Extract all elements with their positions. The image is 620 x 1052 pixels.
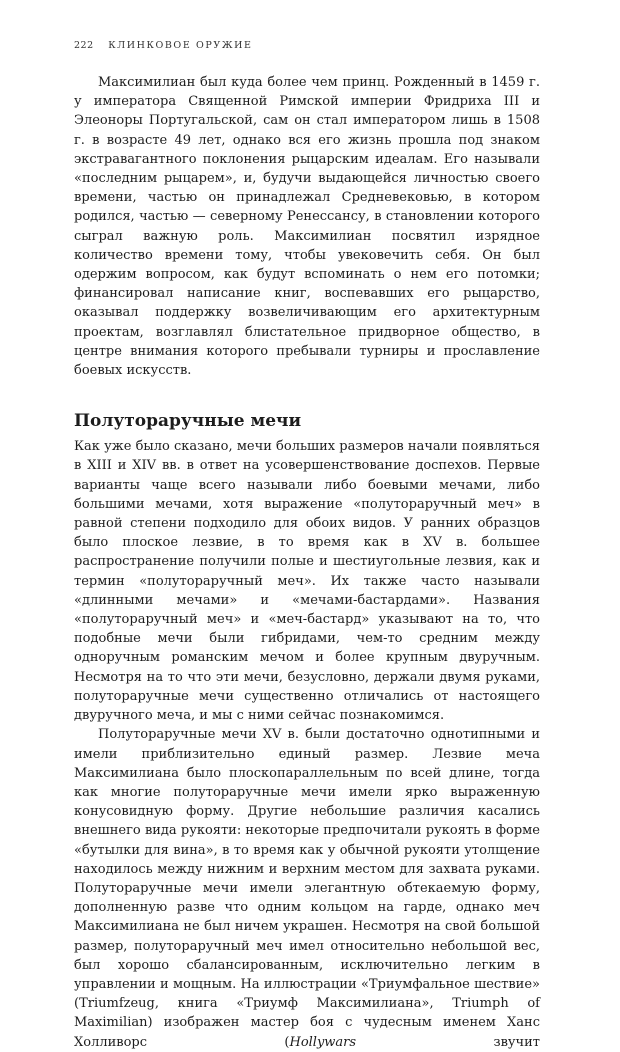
paragraph-section-1: Как уже было сказано, мечи больших размеров начали появляться в XIII и XIV вв. в ответ на усовершенствование доспехов. Первые варианты чаще всего называли либо боевыми мечами, либо большими мечами, хотя выражение «полуторaручный меч» в равной степени подходило для обоих видов. У ранних образцов было плоское лезвие, в то время как в XV в. большее распространение получили полые и шестиугольные лезвия, как и термин «полуторaручный меч». Их также часто называли «длинными мечами» и «мечами-бастардами». Названия «полуторaручный меч» и «меч-бастард» указывают на то, что подобные мечи были гибридами, чем-то средним между одноручным романским мечом и более крупным двуручным. Несмотря на то что эти мечи, безусловно, держали двумя руками, полуторaручные мечи существенно отличались от настоящего двуручного меча, и мы с ними сейчас познакомимся. — [74, 439, 540, 724]
paragraph-maximilian: Максимилиан был куда более чем принц. Рожденный в 1459 г. у императора Священной Римской империи Фридриха III и Элеоноры Португальской, сам он стал императором лишь в 1508 г. в возрасте 49 лет, однако вся его жизнь прошла под знаком экстравагантного поклонения рыцарским идеалам. Его называли «последним рыцарем», и, будучи выдающейся личностью своего времени, частью он принадлежал Средневековью, в котором родился, частью — северному Ренессансу, в становлении которого сыграл важную роль. Максимилиан посвятил изрядное количество времени тому, чтобы увековечить себя. Он был одержим вопросом, как будут вспоминать о нем его потомки; финансировал написание книг, воспевавших его рыцарство, оказывал поддержку возвеличивающим его архитектурным проектам, возглавлял блистательное придворное общество, в центре внимания которого пребывали турниры и прославление боевых искусств. — [74, 75, 540, 379]
running-title: КЛИНКОВОЕ ОРУЖИЕ — [108, 40, 253, 51]
paragraph-section-2 — [74, 725, 540, 1051]
running-header — [74, 40, 253, 51]
paragraph-section-2-text: Полуторaручные мечи XV в. были достаточно однотипными и имели приблизительно единый размер. Лезвие меча Максимилиана было плоскопараллельным по всей длине, тогда как многие полуторaручные мечи имели ярко выраженную конусовидную форму. Другие небольшие различия касались внешнего вида рукояти: некоторые предпочитали рукоять в форме «бутылки для вина», в то время как у обычной рукояти утолщение находилось между нижним и верхним местом для захвата руками. Полуторaручные мечи имели элегантную обтекаемую форму, дополненную разве что одним кольцом на гарде, однако меч Максимилиана не был ничем украшен. Несмотря на свой большой размер, полуторaручный меч имел относительно небольшой вес, был хорошо сбалансированным, исключительно легким в управлении и мощным. На иллюстрации «Триумфальное шествие» (Triumfzeug, книга «Триумф Максимилиана», Triumph of Maximilian) изображен мастер боя с чудесным именем Ханс Холливорс ( — [74, 727, 540, 1050]
paragraph-section-2-tail: звучит — [356, 1034, 540, 1050]
page-body — [74, 73, 540, 1052]
italic-hollywars: Hollywars — [289, 1034, 357, 1050]
page-number: 222 — [74, 40, 94, 51]
section-heading: Полуторaручные мечи — [74, 411, 302, 432]
